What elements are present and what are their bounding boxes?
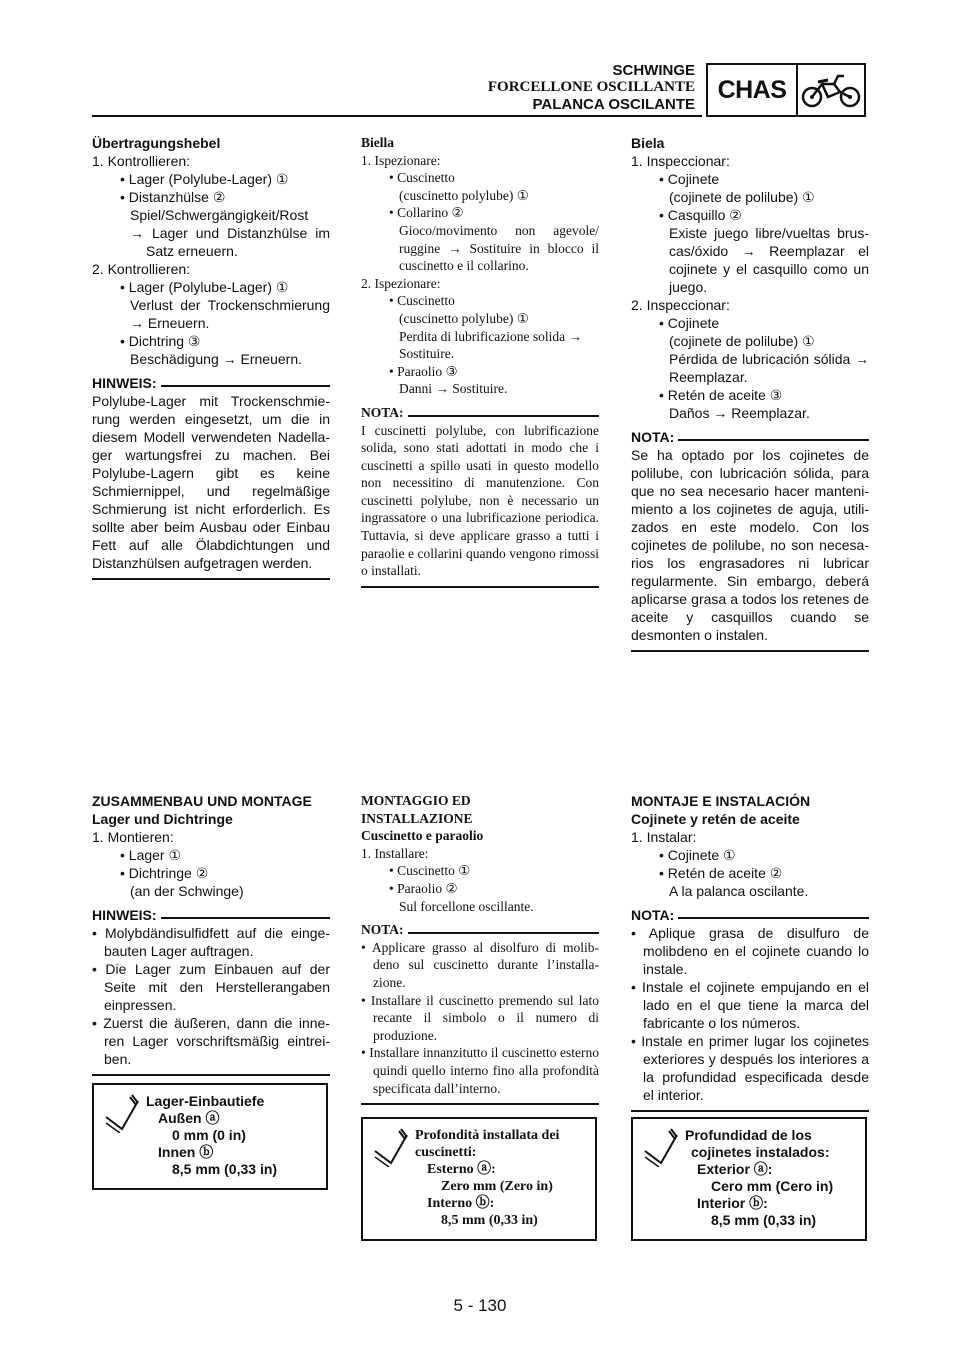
note-header	[92, 374, 330, 392]
note-end-rule	[92, 578, 330, 580]
column-de-bottom	[92, 792, 330, 1076]
note-end-rule	[92, 1074, 330, 1076]
list-item: • Distanzhülse ②	[120, 189, 226, 205]
step: 1. Ispezionare:	[361, 152, 441, 168]
wrench-spec-icon	[371, 1127, 411, 1172]
spec-box-de	[92, 1083, 328, 1190]
note-text: Se ha optado por los cojinetes de polilube, con lubricación sólida, para que no sea necesario hacer mantenimiento a los cojinetes de aguja, utilizados en este modelo. Con los cojinetes de polilube, no son necesarios los engrasadores ni lubricar regularmente. Sin embargo, deberá aplicarse grasa a todos los retenes de aceite y casquillos cuando se desmonten o instalen.	[631, 447, 869, 643]
list-detail: Sul forcellone oscillante.	[399, 898, 534, 914]
section-title: MONTAGGIO ED	[361, 793, 471, 808]
note-item: • Molybdändisulfidfett auf die eingebauten Lager auftragen.	[92, 925, 330, 959]
note-list	[631, 924, 869, 1104]
note-item: • Installare il cuscinetto premendo sul lato recante il simbolo o il numero di produzione.	[361, 992, 599, 1043]
spec-label: Außen ⓐ	[158, 1110, 220, 1126]
note-label: NOTA:	[361, 404, 404, 420]
list-item: • Cuscinetto	[389, 293, 455, 309]
step: 2. Kontrollieren:	[92, 261, 191, 277]
note-end-rule	[361, 1103, 599, 1105]
note-header	[361, 404, 599, 422]
spec-box-it	[361, 1117, 597, 1241]
note-list	[361, 939, 599, 1097]
note-label: HINWEIS:	[92, 375, 157, 391]
note-label: NOTA:	[361, 922, 404, 938]
spec-title: cuscinetti:	[415, 1145, 477, 1160]
note-header	[631, 428, 869, 446]
list-item: • Paraolio ②	[389, 880, 458, 896]
list-detail: Verlust der Trockenschmierung → Erneuern.	[130, 297, 330, 331]
list-detail: (cojinete de polilube) ①	[669, 333, 815, 349]
list-item: • Paraolio ③	[389, 363, 458, 379]
note-end-rule	[631, 1110, 869, 1112]
column-es-top	[631, 134, 869, 652]
spec-label: Exterior ⓐ:	[697, 1161, 773, 1177]
list-detail: Beschädigung → Erneuern.	[130, 351, 302, 367]
spec-title: cojinetes instalados:	[691, 1144, 830, 1160]
list-detail: A la palanca oscilante.	[669, 883, 809, 899]
wrench-spec-icon	[102, 1093, 142, 1137]
spec-value: Cero mm (Cero in)	[711, 1178, 834, 1194]
section-title: Übertragungshebel	[92, 135, 221, 151]
list-item: • Cuscinetto	[389, 170, 455, 186]
list-detail: Spiel/Schwergängigkeit/Rost	[130, 207, 309, 223]
column-it-top	[361, 134, 599, 588]
section-title: INSTALLAZIONE	[361, 810, 473, 826]
note-end-rule	[631, 650, 869, 652]
note-label: NOTA:	[631, 429, 675, 445]
header-title-it: FORCELLONE OSCILLANTE	[487, 79, 695, 95]
column-it-bottom	[361, 792, 599, 1105]
step: 1. Kontrollieren:	[92, 153, 191, 169]
note-item: • Die Lager zum Einbauen auf der Seite mit den Herstellerangaben einpressen.	[92, 961, 330, 1013]
header-title-de: SCHWINGE	[612, 62, 695, 79]
spec-label: Innen ⓑ	[158, 1144, 214, 1160]
note-text: Polylube-Lager mit Trockenschmierung werden eingesetzt, um die in diesem Modell verwendeten Nadellager wartungsfrei zu machen. Bei Polylube-Lagern gibt es keine Schmiernippel, und regelmäßige Schmierung ist nicht erforderlich. Es sollte aber beim Ausbau oder Einbau Fett auf alle Ölabdichtungen und Distanzhülsen aufgetragen werden.	[92, 393, 330, 571]
section-subtitle: Lager und Dichtringe	[92, 811, 233, 827]
step: 1. Montieren:	[92, 829, 174, 845]
note-item: • Instale el cojinete empujando en el lado en el que tiene la marca del fabricante o los números.	[631, 979, 869, 1031]
list-item: • Cuscinetto ①	[389, 863, 471, 879]
step: 2. Ispezionare:	[361, 275, 441, 291]
spec-value: 0 mm (0 in)	[172, 1127, 246, 1143]
note-item: • Instale en primer lugar los cojinetes exteriores y después los interiores a la profundidad especificada desde el interior.	[631, 1033, 869, 1103]
spec-value: 8,5 mm (0,33 in)	[172, 1161, 278, 1177]
list-item: • Collarino ②	[389, 205, 464, 221]
column-es-bottom	[631, 792, 869, 1112]
page-number: 5 - 130	[453, 1296, 507, 1315]
list-item: • Dichtringe ②	[120, 865, 209, 881]
motorcycle-icon	[798, 65, 864, 115]
list-detail: → Lager und Distanzhülse im Satz erneuern.	[130, 225, 330, 259]
step: 1. Installare:	[361, 845, 429, 861]
spec-value: 8,5 mm (0,33 in)	[441, 1213, 538, 1228]
step: 1. Instalar:	[631, 829, 697, 845]
header-rule	[92, 115, 702, 117]
section-title: MONTAJE E INSTALACIÓN	[631, 793, 811, 809]
list-item: • Cojinete	[659, 171, 720, 187]
list-detail: Gioco/movimento non agevole/ ruggine → Sostituire in blocco il cuscinetto e il collarino.	[399, 222, 599, 274]
column-de-top	[92, 134, 330, 580]
note-end-rule	[361, 586, 599, 588]
step: 1. Inspeccionar:	[631, 153, 730, 169]
list-item: • Lager (Polylube-Lager) ①	[120, 279, 289, 295]
note-label: NOTA:	[631, 907, 675, 923]
note-text: I cuscinetti polylube, con lubrificazione solida, sono stati adottati in modo che i cuscinetti a spillo usati in questo modello non necessitino di manutenzione. Con cuscinetti polylube, non è necessario un ingrassatore o una lubrificazione periodica. Tuttavia, si deve applicare grasso a tutti i paraolie e collarini quando vengono rimossi o installati.	[361, 422, 599, 579]
list-item: • Cojinete ①	[659, 847, 736, 863]
list-detail: Perdita di lubrificazione solida → Sostituire.	[399, 328, 582, 362]
step: 2. Inspeccionar:	[631, 297, 730, 313]
note-header	[361, 921, 599, 939]
note-label: HINWEIS:	[92, 907, 157, 923]
note-header	[631, 906, 869, 924]
list-detail: (cuscinetto polylube) ①	[399, 310, 529, 326]
list-detail: (cuscinetto polylube) ①	[399, 187, 529, 203]
section-subtitle: Cojinete y retén de aceite	[631, 811, 800, 827]
spec-label: Esterno ⓐ:	[427, 1162, 496, 1177]
list-detail: Daños → Reemplazar.	[669, 405, 810, 421]
list-detail: Pérdida de lubricación sólida → Reemplazar.	[669, 351, 869, 385]
list-item: • Retén de aceite ②	[659, 865, 783, 881]
spec-title: Profundidad de los	[685, 1127, 812, 1143]
spec-label: Interno ⓑ:	[427, 1196, 495, 1211]
note-item: • Applicare grasso al disolfuro di molibdeno sul cuscinetto durante l’installazione.	[361, 939, 599, 990]
section-code: CHAS	[708, 65, 798, 115]
list-item: • Retén de aceite ③	[659, 387, 783, 403]
section-title: Biela	[631, 135, 665, 151]
section-badge	[706, 63, 866, 117]
list-item: • Lager ①	[120, 847, 182, 863]
list-item: • Cojinete	[659, 315, 720, 331]
note-item: • Installare innanzitutto il cuscinetto esterno quindi quello interno fino alla profondità specificata dall’interno.	[361, 1045, 599, 1096]
spec-value: Zero mm (Zero in)	[441, 1179, 553, 1194]
spec-box-es	[631, 1117, 867, 1241]
section-subtitle: Cuscinetto e paraolio	[361, 828, 484, 844]
list-item: • Casquillo ②	[659, 207, 742, 223]
list-detail: (an der Schwinge)	[130, 883, 244, 899]
note-item: • Aplique grasa de disulfuro de molibdeno en el cojinete cuando lo instale.	[631, 925, 869, 977]
list-detail: Existe juego libre/vueltas bruscas/óxido → Reemplazar el cojinete y el casquillo como un juego.	[669, 225, 869, 295]
header-title-es: PALANCA OSCILANTE	[532, 96, 695, 113]
wrench-spec-icon	[641, 1127, 681, 1171]
spec-title: Lager-Einbautiefe	[146, 1093, 265, 1109]
spec-value: 8,5 mm (0,33 in)	[711, 1212, 817, 1228]
list-item: • Lager (Polylube-Lager) ①	[120, 171, 289, 187]
note-item: • Zuerst die äußeren, dann die inneren Lager vorschriftsmäßig eintreiben.	[92, 1015, 330, 1067]
section-title: ZUSAMMENBAU UND MONTAGE	[92, 793, 312, 809]
list-detail: (cojinete de polilube) ①	[669, 189, 815, 205]
spec-title: Profondità installata dei	[415, 1128, 560, 1143]
section-title: Biella	[361, 135, 394, 150]
list-item: • Dichtring ③	[120, 333, 201, 349]
list-detail: Danni → Sostituire.	[399, 381, 508, 397]
note-header	[92, 906, 330, 924]
spec-label: Interior ⓑ:	[697, 1195, 768, 1211]
note-list	[92, 924, 330, 1068]
